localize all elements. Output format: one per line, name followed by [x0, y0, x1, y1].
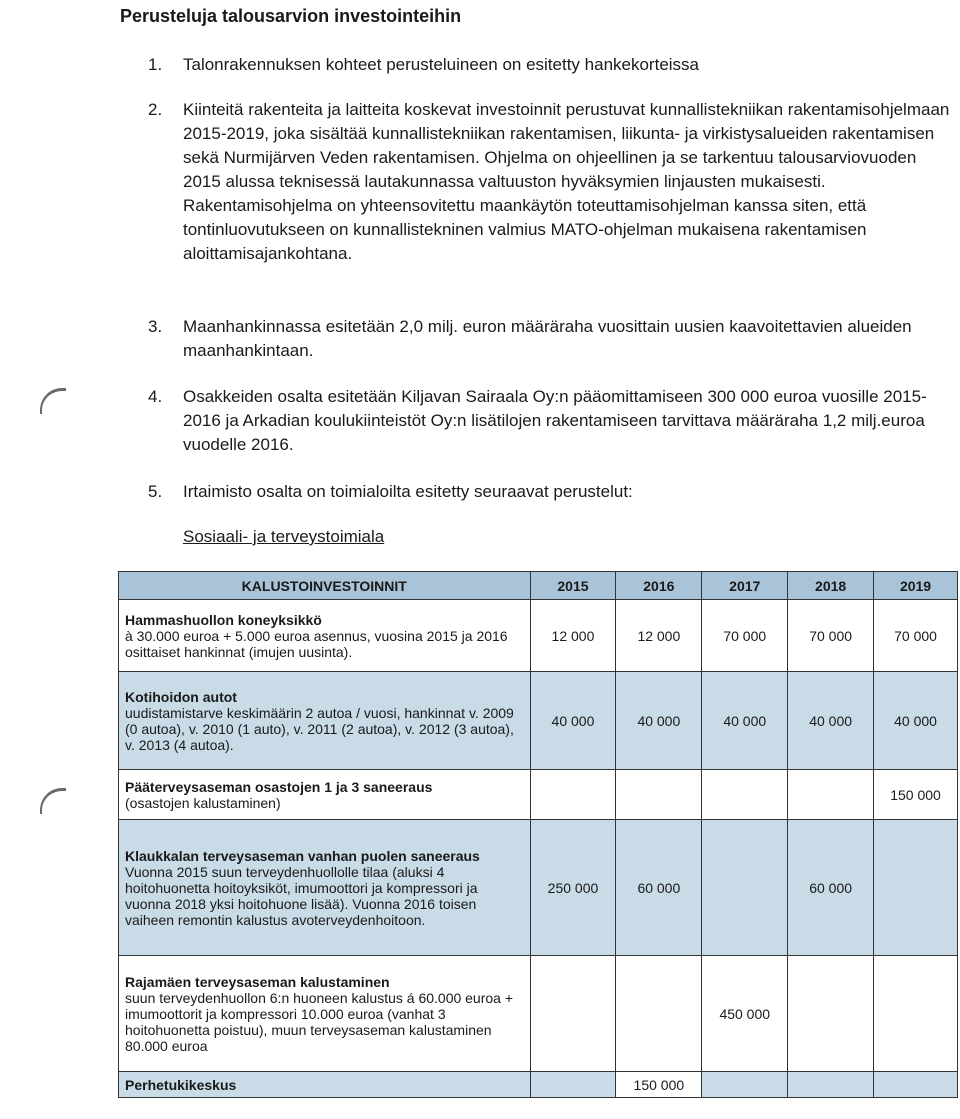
section-heading: Sosiaali- ja terveystoimiala: [183, 527, 385, 546]
cell-value: [788, 770, 874, 820]
list-item-text: Maanhankinnassa esitetään 2,0 milj. euron määräraha vuosittain uusien kaavoitettavien alueiden maanhankintaan.: [183, 317, 912, 360]
cell-value: 70 000: [874, 600, 958, 672]
list-item-number: 2.: [148, 100, 163, 119]
cell-value: 60 000: [788, 820, 874, 956]
cell-value: 70 000: [788, 600, 874, 672]
cell-value: 150 000: [874, 770, 958, 820]
cell-value: 40 000: [874, 672, 958, 770]
column-header: 2019: [874, 572, 958, 600]
cell-value: 40 000: [530, 672, 616, 770]
cell-value: [788, 1072, 874, 1098]
row-detail: suun terveydenhuollon 6:n huoneen kalustus á 60.000 euroa + imumoottorit ja kompressori 10.000 euroa (vanhat 3 hoitohuonetta poistuu), muun terveysaseman kalustaminen 80.000 euroa: [125, 989, 514, 1054]
row-detail: à 30.000 euroa + 5.000 euroa asennus, vuosina 2015 ja 2016 osittaiset hankinnat (imujen uusinta).: [125, 627, 508, 660]
page-title: Perusteluja talousarvion investointeihin: [120, 6, 462, 26]
table-header-row: [119, 572, 958, 600]
cell-value: [874, 1072, 958, 1098]
list-item-number: 4.: [148, 387, 163, 406]
row-description: [119, 956, 531, 1072]
cell-value: [702, 820, 788, 956]
list-item-text: Irtaimisto osalta on toimialoilta esitetty seuraavat perustelut:: [183, 482, 633, 501]
table-row: [119, 672, 958, 770]
list-item-number: 1.: [148, 55, 163, 74]
cell-value: 40 000: [616, 672, 702, 770]
cell-value: [616, 956, 702, 1072]
hole-punch-mark: [40, 788, 66, 814]
column-header: 2017: [702, 572, 788, 600]
row-description: [119, 820, 531, 956]
table-row: [119, 956, 958, 1072]
column-header: KALUSTOINVESTOINNIT: [119, 572, 531, 600]
list-item-number: 3.: [148, 317, 163, 336]
cell-value: [788, 956, 874, 1072]
cell-value: [702, 1072, 788, 1098]
row-title: Pääterveysaseman osastojen 1 ja 3 saneeraus: [125, 778, 433, 795]
cell-value: [702, 770, 788, 820]
table-row: [119, 770, 958, 820]
column-header: 2016: [616, 572, 702, 600]
cell-value: 12 000: [530, 600, 616, 672]
cell-value: [530, 1072, 616, 1098]
row-title: Rajamäen terveysaseman kalustaminen: [125, 973, 390, 990]
cell-value: [874, 820, 958, 956]
row-title: Perhetukikeskus: [125, 1076, 237, 1093]
row-detail: (osastojen kalustaminen): [125, 794, 281, 811]
row-description: [119, 672, 531, 770]
cell-value: 60 000: [616, 820, 702, 956]
table-row: [119, 600, 958, 672]
table-row: [119, 1072, 958, 1098]
cell-value: 250 000: [530, 820, 616, 956]
cell-value: 70 000: [702, 600, 788, 672]
row-title: Klaukkalan terveysaseman vanhan puolen saneeraus: [125, 847, 480, 864]
cell-value: [530, 770, 616, 820]
cell-value: 450 000: [702, 956, 788, 1072]
row-title: Kotihoidon autot: [125, 688, 237, 705]
cell-value: 40 000: [702, 672, 788, 770]
row-description: [119, 770, 531, 820]
list-item-text: Talonrakennuksen kohteet perusteluineen on esitetty hankekorteissa: [183, 55, 700, 74]
column-header: 2018: [788, 572, 874, 600]
cell-value: [616, 770, 702, 820]
column-header: 2015: [530, 572, 616, 600]
row-detail-text: Vuonna 2015 suun terveydenhuollolle tilaa (aluksi 4 hoitohuonetta hoitoyksiköt, imumoottori ja kompressori ja vuonna 2018 yksi hoitohuone lisää). Vuonna 2016 toisen vaiheen remontin kalustus avoterveydenhoitoon.: [125, 863, 478, 928]
row-description: [119, 600, 531, 672]
cell-value: [874, 956, 958, 1072]
investment-table: [118, 571, 958, 1098]
list-item-text: Kiinteitä rakenteita ja laitteita koskevat investoinnit perustuvat kunnallistekniikan rakentamisohjelmaan 2015-2019, joka sisältää kunnallistekniikan rakentamisen, liikunta- ja virkistysalueiden rakentamisen sekä Nurmijärven Veden rakentamisen. Ohjelma on ohjeellinen ja se tarkentuu talousarviovuoden 2015 alussa teknisessä lautakunnassa valtuuston hyväksymien linjausten mukaisesti. Rakentamisohjelma on yhteensovitettu maankäytön toteuttamisohjelman kanssa siten, että tontinluovutukseen on kunnallistekninen valmius MATO-ohjelman mukaisena rakentamisen aloittamisajankohtana.: [183, 100, 950, 263]
row-detail: uudistamistarve keskimäärin 2 autoa / vuosi, hankinnat v. 2009 (0 autoa), v. 2010 (1 auto), v. 2011 (2 autoa), v. 2012 (3 autoa), v. 2013 (4 autoa).: [125, 704, 514, 753]
table-row: [119, 820, 958, 956]
cell-value: 150 000: [616, 1072, 702, 1098]
cell-value: [530, 956, 616, 1072]
row-description: [119, 1072, 531, 1098]
hole-punch-mark: [40, 388, 66, 414]
list-item-number: 5.: [148, 482, 163, 501]
row-detail: [125, 848, 524, 928]
row-title: Hammashuollon koneyksikkö: [125, 611, 322, 628]
list-item-text: Osakkeiden osalta esitetään Kiljavan Sairaala Oy:n pääomittamiseen 300 000 euroa vuosille 2015-2016 ja Arkadian koulukiinteistöt Oy:n lisätilojen rakentamiseen tarvittava määräraha 1,2 milj.euroa vuodelle 2016.: [183, 387, 927, 454]
cell-value: 12 000: [616, 600, 702, 672]
cell-value: 40 000: [788, 672, 874, 770]
